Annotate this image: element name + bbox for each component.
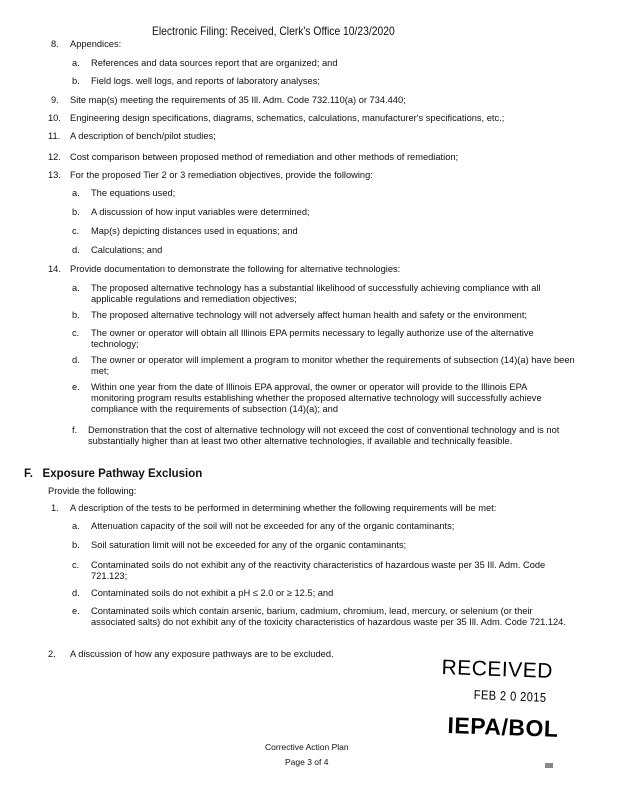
subitem-letter: b. xyxy=(72,540,80,550)
scan-mark xyxy=(545,763,553,768)
subitem-letter: c. xyxy=(72,560,80,570)
item-text: Site map(s) meeting the requirements of 35 Ill. Adm. Code 732.110(a) or 734.440; xyxy=(70,95,406,105)
item-text: A discussion of how any exposure pathways are to be excluded. xyxy=(70,649,334,659)
subitem-letter: b. xyxy=(72,207,80,217)
stamp-date: FEB 2 0 2015 xyxy=(473,687,547,705)
subitem-letter: b. xyxy=(72,310,80,320)
footer-title: Corrective Action Plan xyxy=(265,742,349,752)
subitem-text: Demonstration that the cost of alternative technology will not exceed the cost of conventional technology and is not substantially higher than at least two other alternative technologies, if available and technically feasible. xyxy=(88,425,560,446)
item-number: 12. xyxy=(48,152,61,162)
subitem-text: The owner or operator will obtain all Illinois EPA permits necessary to legally authorize use of the alternative technology; xyxy=(91,328,534,349)
subitem-letter: b. xyxy=(72,76,80,86)
item-number: 11. xyxy=(48,131,61,141)
item-text: Cost comparison between proposed method of remediation and other methods of remediation; xyxy=(70,152,459,162)
subitem-text: The proposed alternative technology will not adversely affect human health and safety or the environment; xyxy=(91,310,528,320)
subitem-letter: d. xyxy=(72,355,80,365)
subitem-text: The owner or operator will implement a program to monitor whether the requirements of subsection (14)(a) have been met; xyxy=(91,355,575,376)
section-title: F. Exposure Pathway Exclusion xyxy=(24,468,203,480)
subitem-text: Contaminated soils do not exhibit a pH ≤ 2.0 or ≥ 12.5; and xyxy=(91,588,334,598)
subitem-text: Field logs. well logs, and reports of laboratory analyses; xyxy=(91,76,320,86)
item-number: 14. xyxy=(48,264,61,274)
subitem-text: Within one year from the date of Illinois EPA approval, the owner or operator will provide to the Illinois EPA monitoring program results establishing whether the proposed alternative technology will successfully achieve compliance with the requirements of subsection (14)(a); and xyxy=(91,382,542,414)
subitem-letter: a. xyxy=(72,58,80,68)
item-number: 2. xyxy=(48,649,56,659)
subitem-letter: a. xyxy=(72,188,80,198)
footer-page: Page 3 of 4 xyxy=(285,757,329,767)
item-number: 10. xyxy=(48,113,61,123)
subitem-text: References and data sources report that are organized; and xyxy=(91,58,338,68)
subitem-text: Attenuation capacity of the soil will not be exceeded for any of the organic contaminants; xyxy=(91,521,455,531)
subitem-letter: a. xyxy=(72,521,80,531)
subitem-letter: c. xyxy=(72,226,80,236)
item-number: 9. xyxy=(51,95,59,105)
subitem-text: Contaminated soils which contain arsenic, barium, cadmium, chromium, lead, mercury, or selenium (or their associated salts) do not exhibit any of the toxicity characteristics of hazardous waste per 35 Ill. Adm. Code 721.124. xyxy=(91,606,566,627)
subitem-letter: c. xyxy=(72,328,80,338)
subitem-text: The equations used; xyxy=(91,188,176,198)
subitem-letter: e. xyxy=(72,382,80,392)
subitem-letter: a. xyxy=(72,283,80,293)
subitem-text: Map(s) depicting distances used in equations; and xyxy=(91,226,298,236)
stamp-received: RECEIVED xyxy=(441,656,554,683)
subitem-letter: e. xyxy=(72,606,80,616)
item-text: Appendices: xyxy=(70,39,122,49)
subitem-text: Soil saturation limit will not be exceeded for any of the organic contaminants; xyxy=(91,540,407,550)
item-text: Engineering design specifications, diagrams, schematics, calculations, manufacturer's specifications, etc.; xyxy=(70,113,505,123)
subitem-text: A discussion of how input variables were determined; xyxy=(91,207,310,217)
item-text: For the proposed Tier 2 or 3 remediation objectives, provide the following: xyxy=(70,170,373,180)
item-number: 8. xyxy=(51,39,59,49)
item-number: 1. xyxy=(51,503,59,513)
item-text: A description of bench/pilot studies; xyxy=(70,131,216,141)
filing-header: Electronic Filing: Received, Clerk's Office 10/23/2020 xyxy=(152,24,395,38)
stamp-agency: IEPA/BOL xyxy=(447,712,559,742)
subitem-text: Calculations; and xyxy=(91,245,163,255)
subitem-letter: d. xyxy=(72,588,80,598)
item-text: Provide documentation to demonstrate the following for alternative technologies: xyxy=(70,264,401,274)
section-intro: Provide the following: xyxy=(48,486,137,496)
subitem-letter: d. xyxy=(72,245,80,255)
item-number: 13. xyxy=(48,170,61,180)
item-text: A description of the tests to be performed in determining whether the following requirements will be met: xyxy=(70,503,497,513)
received-stamp xyxy=(440,655,590,750)
subitem-text: Contaminated soils do not exhibit any of the reactivity characteristics of hazardous waste per 35 Ill. Adm. Code 721.123; xyxy=(91,560,546,581)
subitem-letter: f. xyxy=(72,425,78,435)
subitem-text: The proposed alternative technology has a substantial likelihood of successfully achieving compliance with all applicable regulations and remediation objectives; xyxy=(91,283,541,304)
